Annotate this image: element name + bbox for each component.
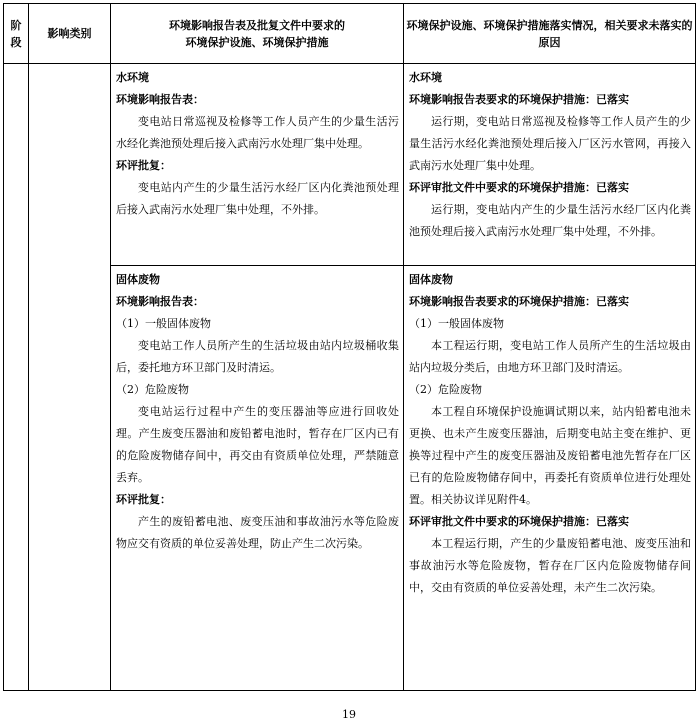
- waste-impl-item1-text: 本工程运行期，变电站工作人员所产生的生活垃圾由站内垃圾分类后，由地方环卫部门及时清运。: [409, 339, 691, 374]
- header-implementation: 环境保护设施、环境保护措施落实情况，相关要求未落实的 原因: [404, 4, 696, 64]
- waste-req-approval-text: 产生的废铅蓄电池、废变压油和事故油污水等危险废物应交有资质的单位妥善处理，防止产生二次污染。: [116, 515, 399, 550]
- header-impact-type: 影响类别: [29, 4, 111, 64]
- water-impl-report-heading: 环境影响报告表要求的环境保护措施：已落实: [409, 93, 629, 106]
- waste-impl-approval-heading: 环评审批文件中要求的环境保护措施：已落实: [409, 515, 629, 528]
- water-req-approval-text: 变电站内产生的少量生活污水经厂区内化粪池预处理后接入武南污水处理厂集中处理，不外排。: [116, 181, 399, 216]
- waste-impl-approval-text: 本工程运行期，产生的少量废铅蓄电池、废变压油和事故油污水等危险废物，暂存在厂区内危险废物储存间中，交由有资质的单位妥善处理，未产生二次污染。: [409, 537, 691, 594]
- header-requirements: 环境影响报告表及批复文件中要求的 环境保护设施、环境保护措施: [111, 4, 404, 64]
- waste-req-report-heading: 环境影响报告表：: [116, 295, 204, 308]
- waste-req-title: 固体废物: [116, 273, 160, 286]
- waste-req-item2-text: 变电站运行过程中产生的变压器油等应进行回收处理。产生废变压器油和废铅蓄电池时，暂存在厂区内已有的危险废物储存间中，再交由有资质单位处理，严禁随意丢弃。: [116, 405, 399, 484]
- water-req-title: 水环境: [116, 71, 149, 84]
- solid-waste-requirements-cell: [111, 266, 404, 691]
- water-req-report-heading: 环境影响报告表：: [116, 93, 204, 106]
- table-header-row: [4, 4, 696, 64]
- stage-cell: [4, 64, 29, 691]
- waste-req-item1-label: （1）一般固体废物: [116, 317, 211, 330]
- table-row-water: [4, 64, 696, 266]
- page-number: 19: [342, 708, 356, 721]
- waste-impl-item2-label: （2）危险废物: [409, 383, 482, 396]
- impact-type-cell: [29, 64, 111, 691]
- water-req-report-text: 变电站日常巡视及检修等工作人员产生的少量生活污水经化粪池预处理后接入武南污水处理厂集中处理。: [116, 115, 399, 150]
- waste-impl-item1-label: （1）一般固体废物: [409, 317, 504, 330]
- waste-impl-item2-text: 本工程自环境保护设施调试期以来，站内铅蓄电池未更换、也未产生废变压器油，后期变电站主变在维护、更换等过程中产生的废变压器油及废铅蓄电池先暂存在厂区已有的危险废物储存间中，再委托有资质单位进行处理处置。相关协议详见附件4。: [409, 405, 691, 506]
- header-stage: 阶 段: [4, 4, 29, 64]
- water-impl-approval-heading: 环评审批文件中要求的环境保护措施：已落实: [409, 181, 629, 194]
- environmental-measures-table: [3, 3, 696, 691]
- water-impl-report-text: 运行期，变电站日常巡视及检修等工作人员产生的少量生活污水经化粪池预处理后接入厂区污水管网，再接入武南污水处理厂集中处理。: [409, 115, 691, 172]
- waste-req-item2-label: （2）危险废物: [116, 383, 189, 396]
- water-impl-approval-text: 运行期，变电站内产生的少量生活污水经厂区内化粪池预处理后接入武南污水处理厂集中处理，不外排。: [409, 203, 691, 238]
- water-implementation-cell: [404, 64, 696, 266]
- waste-req-approval-heading: 环评批复：: [116, 493, 171, 506]
- water-req-approval-heading: 环评批复：: [116, 159, 171, 172]
- waste-req-item1-text: 变电站工作人员所产生的生活垃圾由站内垃圾桶收集后，委托地方环卫部门及时清运。: [116, 339, 399, 374]
- waste-impl-report-heading: 环境影响报告表要求的环境保护措施：已落实: [409, 295, 629, 308]
- water-impl-title: 水环境: [409, 71, 442, 84]
- solid-waste-implementation-cell: [404, 266, 696, 691]
- waste-impl-title: 固体废物: [409, 273, 453, 286]
- water-requirements-cell: [111, 64, 404, 266]
